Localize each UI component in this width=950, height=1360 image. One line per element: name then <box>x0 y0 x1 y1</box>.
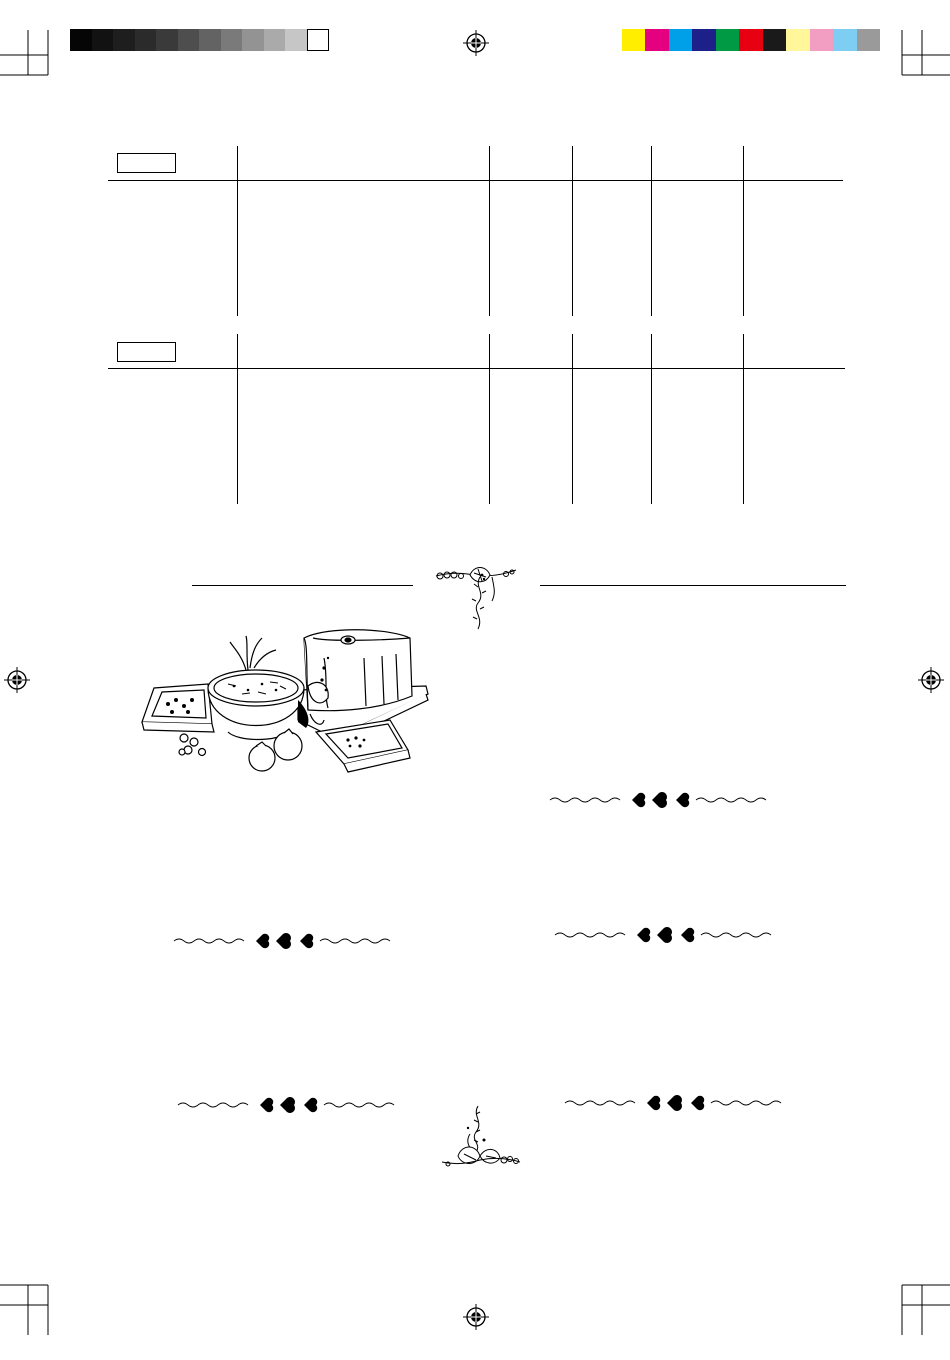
section-rule-left <box>192 585 413 586</box>
registration-mark-icon <box>4 667 30 693</box>
table-column-divider <box>489 146 490 316</box>
section-rule-right <box>540 585 846 586</box>
table-column-divider <box>237 334 238 504</box>
registration-mark-icon <box>463 1304 489 1330</box>
table-column-divider <box>743 334 744 504</box>
table-column-divider <box>651 146 652 316</box>
registration-mark-icon <box>918 667 944 693</box>
table-tag-box <box>117 153 176 173</box>
table-column-divider <box>743 146 744 316</box>
table-header-rule <box>108 368 845 369</box>
swirl-heart-divider-icon <box>172 933 396 949</box>
vine-leaf-ornament-inverted-icon <box>440 1104 522 1170</box>
swirl-heart-divider-icon <box>176 1097 400 1113</box>
food-illustration <box>138 628 438 780</box>
table-header-rule <box>108 180 843 181</box>
table-column-divider <box>237 146 238 316</box>
table-column-divider <box>489 334 490 504</box>
registration-mark-icon <box>463 30 489 56</box>
table-column-divider <box>572 146 573 316</box>
table-tag-box <box>117 342 176 362</box>
swirl-heart-divider-icon <box>553 927 777 943</box>
table-column-divider <box>651 334 652 504</box>
swirl-heart-divider-icon <box>548 792 772 808</box>
vine-leaf-ornament-icon <box>434 563 520 633</box>
swirl-heart-divider-icon <box>563 1095 787 1111</box>
table-column-divider <box>572 334 573 504</box>
